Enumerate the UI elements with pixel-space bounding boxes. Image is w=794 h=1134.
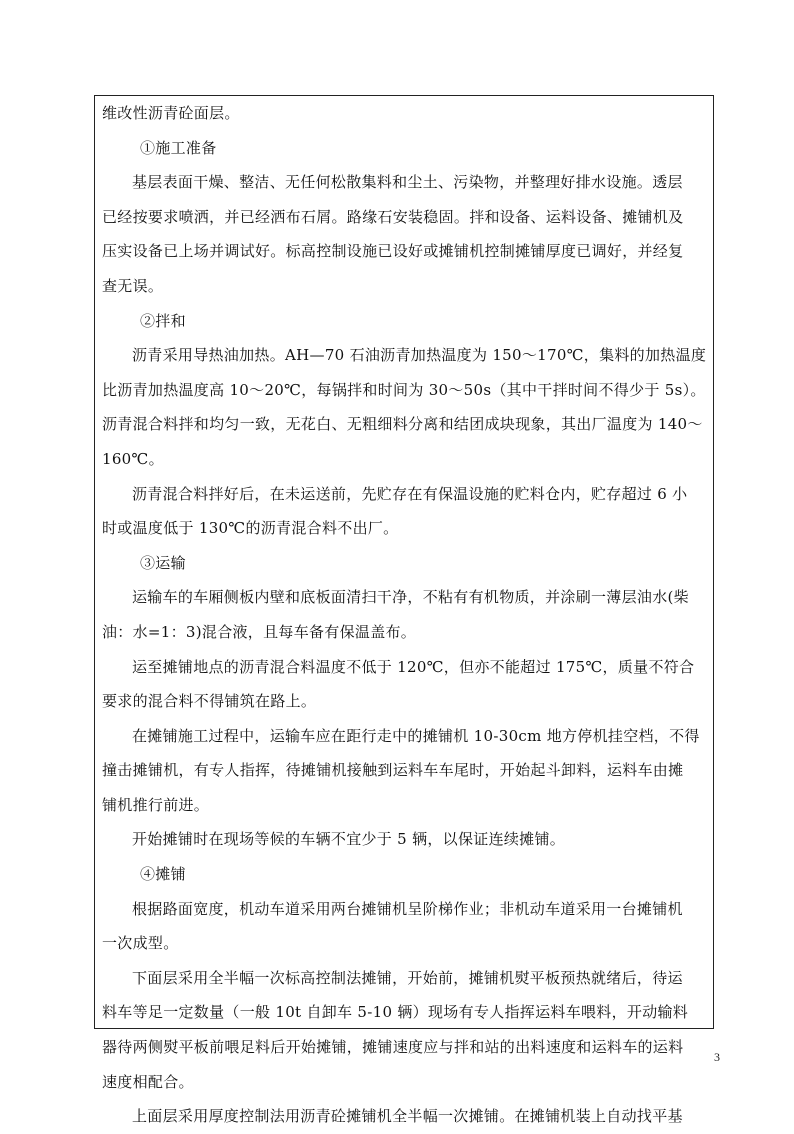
text-line: 沥青混合料拌好后，在未运送前，先贮存在有保温设施的贮料仓内，贮存超过 6 小 — [132, 484, 688, 503]
text-line: 压实设备已上场并调试好。标高控制设施已设好或摊铺机控制摊铺厚度已调好，并经复 — [102, 242, 684, 261]
text-line: 沥青采用导热油加热。AH—70 石油沥青加热温度为 150～170℃，集料的加热温度 — [132, 346, 707, 365]
text-line: 在摊铺施工过程中，运输车应在距行走中的摊铺机 10-30cm 地方停机挂空档，不得 — [132, 726, 700, 745]
text-line: 器待两侧熨平板前喂足料后开始摊铺，摊铺速度应与拌和站的出料速度和运料车的运料 — [102, 1038, 684, 1057]
text-line: 运至摊铺地点的沥青混合料温度不低于 120℃，但亦不能超过 175℃，质量不符合 — [132, 657, 695, 676]
text-line: 基层表面干燥、整洁、无任何松散集料和尘土、污染物，并整理好排水设施。透层 — [132, 173, 683, 192]
text-line: 160℃。 — [102, 449, 164, 468]
text-line: 开始摊铺时在现场等候的车辆不宜少于 5 辆，以保证连续摊铺。 — [132, 830, 566, 849]
text-line: 速度相配合。 — [102, 1072, 194, 1091]
text-line: 沥青混合料拌和均匀一致，无花白、无粗细料分离和结团成块现象，其出厂温度为 140～ — [102, 415, 703, 434]
section-heading: ③运输 — [140, 553, 186, 572]
document-body — [95, 96, 713, 1134]
text-line: 比沥青加热温度高 10～20℃，每锅拌和时间为 30～50s（其中干拌时间不得少于 5s）。 — [102, 380, 706, 399]
text-line: 根据路面宽度，机动车道采用两台摊铺机呈阶梯作业；非机动车道采用一台摊铺机 — [132, 899, 683, 918]
page-number: 3 — [714, 1050, 720, 1064]
text-line: 料车等足一定数量（一般 10t 自卸车 5-10 辆）现场有专人指挥运料车喂料，开动输料 — [102, 1003, 689, 1022]
text-line: 要求的混合料不得铺筑在路上。 — [102, 692, 317, 711]
text-line: 一次成型。 — [102, 934, 179, 953]
text-line: 上面层采用厚度控制法用沥青砼摊铺机全半幅一次摊铺。在摊铺机装上自动找平基 — [132, 1107, 683, 1126]
text-line: 油：水=1：3)混合液，且每车备有保温盖布。 — [102, 622, 417, 641]
section-heading: ①施工准备 — [140, 138, 217, 157]
text-line: 查无误。 — [102, 276, 164, 295]
section-heading: ④摊铺 — [140, 865, 186, 884]
text-line: 铺机推行前进。 — [102, 795, 210, 814]
text-line: 时或温度低于 130℃的沥青混合料不出厂。 — [102, 519, 399, 538]
text-line: 维改性沥青砼面层。 — [102, 104, 240, 122]
text-line: 运输车的车厢侧板内壁和底板面清扫干净，不粘有有机物质，并涂刷一薄层油水(柴 — [132, 588, 689, 607]
text-frame — [94, 95, 714, 1126]
text-line: 已经按要求喷洒，并已经洒布石屑。路缘石安装稳固。拌和设备、运料设备、摊铺机及 — [102, 207, 684, 226]
section-heading: ②拌和 — [140, 311, 186, 330]
text-line: 下面层采用全半幅一次标高控制法摊铺，开始前，摊铺机熨平板预热就绪后，待运 — [132, 968, 683, 987]
text-line: 撞击摊铺机，有专人指挥，待摊铺机接触到运料车车尾时，开始起斗卸料，运料车由摊 — [102, 761, 684, 780]
